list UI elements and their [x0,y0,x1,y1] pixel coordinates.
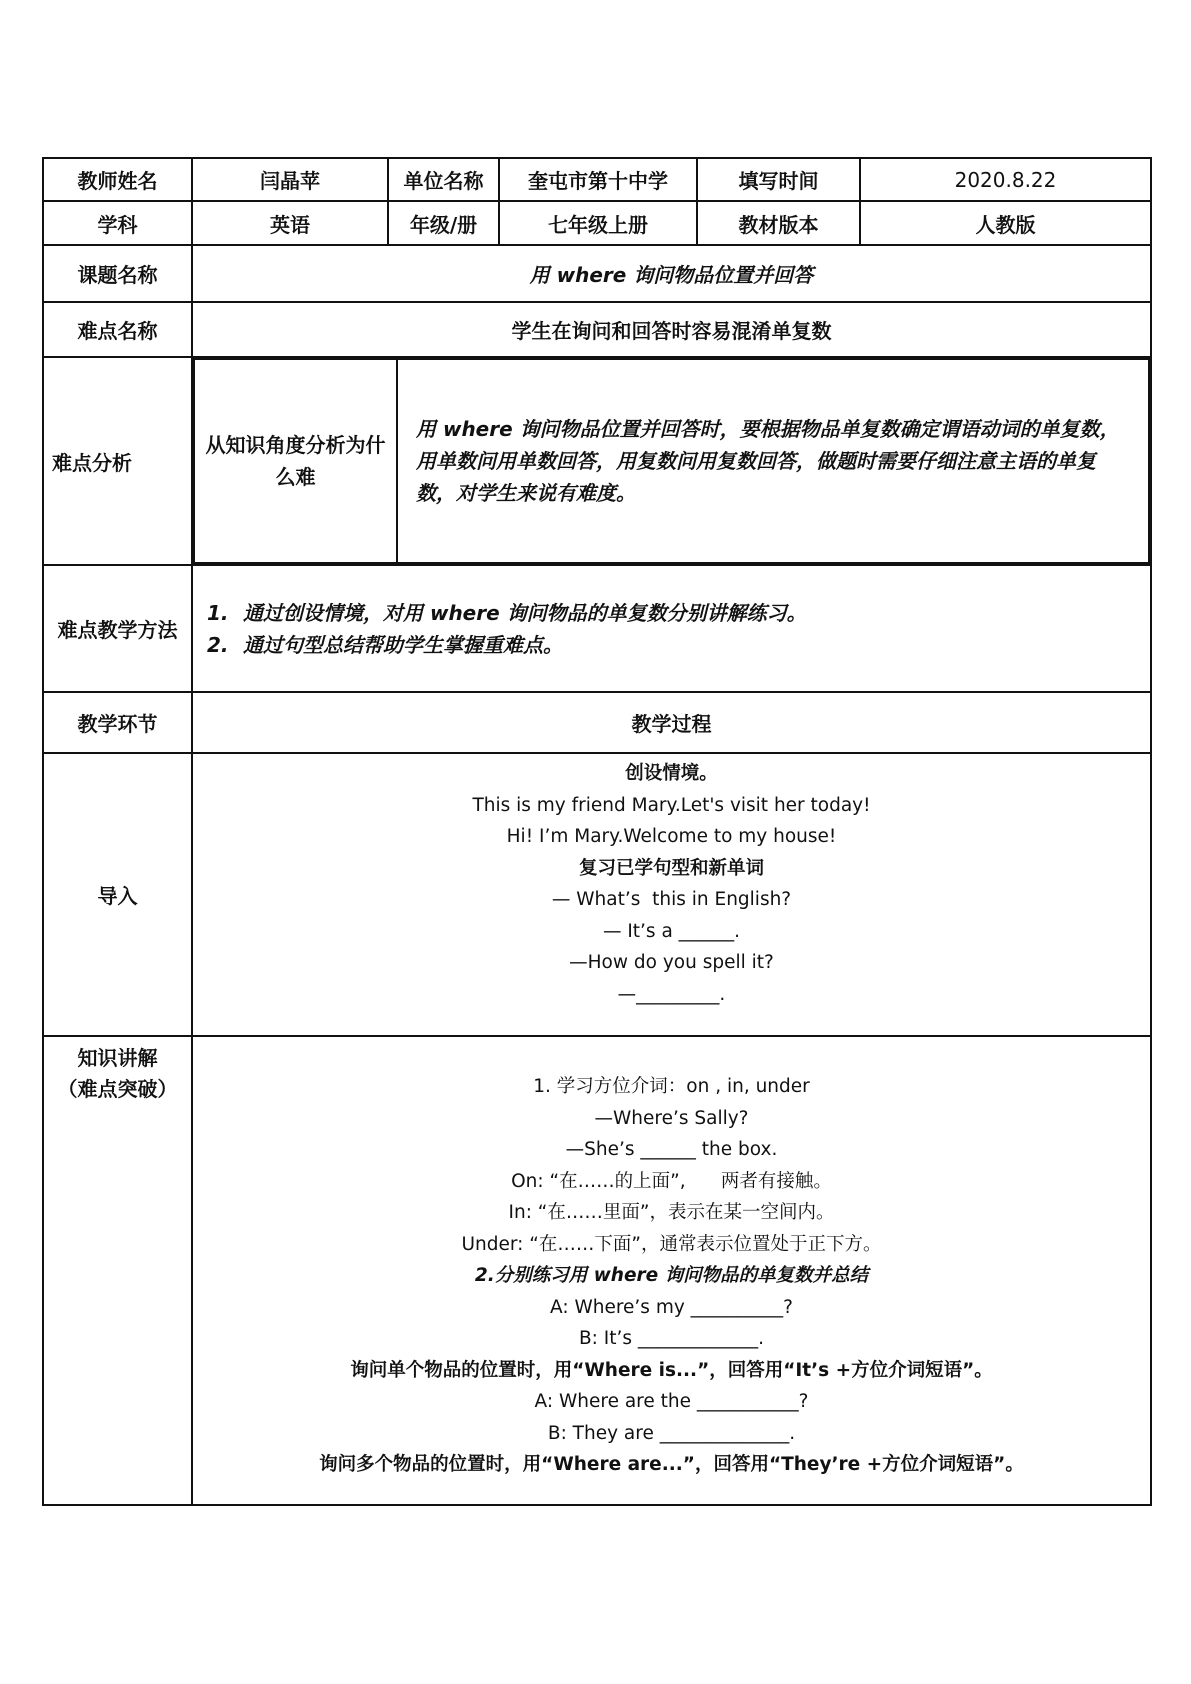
topic-row [43,245,1151,302]
difficulty-value: 学生在询问和回答时容易混淆单复数 [192,302,1151,357]
knowledge-line: 询问多个物品的位置时，用“Where are...”，回答用“They’re +方位介词短语”。 [319,1454,1024,1475]
topic-value: 用 where 询问物品位置并回答 [192,245,1151,302]
analysis-text-cell [397,359,1149,563]
process-header-row [43,692,1151,753]
method-row [43,565,1151,692]
intro-line: —_________. [617,983,726,1005]
method-item: 2. 通过句型总结帮助学生掌握重难点。 [207,632,563,657]
header-row-1 [43,158,1151,201]
intro-line: 创设情境。 [625,763,718,784]
intro-line: 复习已学句型和新单词 [578,857,764,879]
knowledge-line: —She’s ______ the box. [565,1139,778,1160]
analysis-text: 用 where 询问物品位置并回答时，要根据物品单复数确定谓语动词的单复数，用单数问用单数回答，用复数问用复数回答，做题时需要仔细注意主语的单复数，对学生来说有难度。 [416,417,1120,505]
knowledge-row [43,1036,1151,1505]
knowledge-line: B: It’s _____________. [578,1328,765,1349]
difficulty-label: 难点名称 [43,302,192,357]
knowledge-label: 知识讲解 （难点突破） [43,1036,192,1505]
knowledge-line: Under: “在……下面”，通常表示位置处于正下方。 [461,1233,882,1255]
intro-line: — It’s a ______. [602,920,741,942]
intro-row [43,753,1151,1036]
time-value: 2020.8.22 [860,158,1151,201]
intro-line: — What’s this in English? [551,889,792,910]
difficulty-row [43,302,1151,357]
edition-value: 人教版 [860,201,1151,245]
analysis-label: 难点分析 [43,357,192,565]
analysis-row [43,357,1151,565]
unit-value: 奎屯市第十中学 [499,158,697,201]
header-row-2 [43,201,1151,245]
method-item: 1. 通过创设情境，对用 where 询问物品的单复数分别讲解练习。 [207,600,807,625]
knowledge-line: A: Where’s my __________? [550,1296,793,1318]
analysis-sub-label: 从知识角度分析为什么难 [194,359,397,563]
lesson-form [42,157,1150,1506]
knowledge-line: 询问单个物品的位置时，用“Where is...”，回答用“It’s +方位介词短语”。 [350,1359,993,1381]
method-label: 难点教学方法 [43,565,192,692]
topic-label: 课题名称 [43,245,192,302]
unit-label: 单位名称 [388,158,499,201]
intro-line: This is my friend Mary.Let's visit her today! [472,794,871,816]
method-cell [192,565,1151,692]
knowledge-line: 2.分别练习用 where 询问物品的单复数并总结 [474,1265,869,1286]
subject-label: 学科 [43,201,192,245]
analysis-cell [192,357,1151,565]
intro-line: —How do you spell it? [569,952,774,973]
teacher-value: 闫晶苹 [192,158,388,201]
subject-value: 英语 [192,201,388,245]
process-label: 教学环节 [43,692,192,753]
knowledge-line: —Where’s Sally? [594,1107,749,1129]
intro-label: 导入 [43,753,192,1036]
intro-line: Hi! I’m Mary.Welcome to my house! [506,826,837,847]
knowledge-content [192,1036,1151,1505]
intro-content [192,753,1151,1036]
grade-label: 年级/册 [388,201,499,245]
lesson-table [42,157,1152,1506]
teacher-label: 教师姓名 [43,158,192,201]
knowledge-line: A: Where are the ___________? [534,1391,809,1412]
knowledge-line: 1. 学习方位介词：on , in, under [533,1076,810,1097]
process-value: 教学过程 [192,692,1151,753]
time-label: 填写时间 [697,158,860,201]
knowledge-line: On: “在……的上面”, 两者有接触。 [511,1170,832,1192]
method-list [207,597,1142,661]
edition-label: 教材版本 [697,201,860,245]
knowledge-line: B: They are ______________. [547,1422,796,1444]
grade-value: 七年级上册 [499,201,697,245]
knowledge-line: In: “在……里面”，表示在某一空间内。 [508,1202,835,1223]
